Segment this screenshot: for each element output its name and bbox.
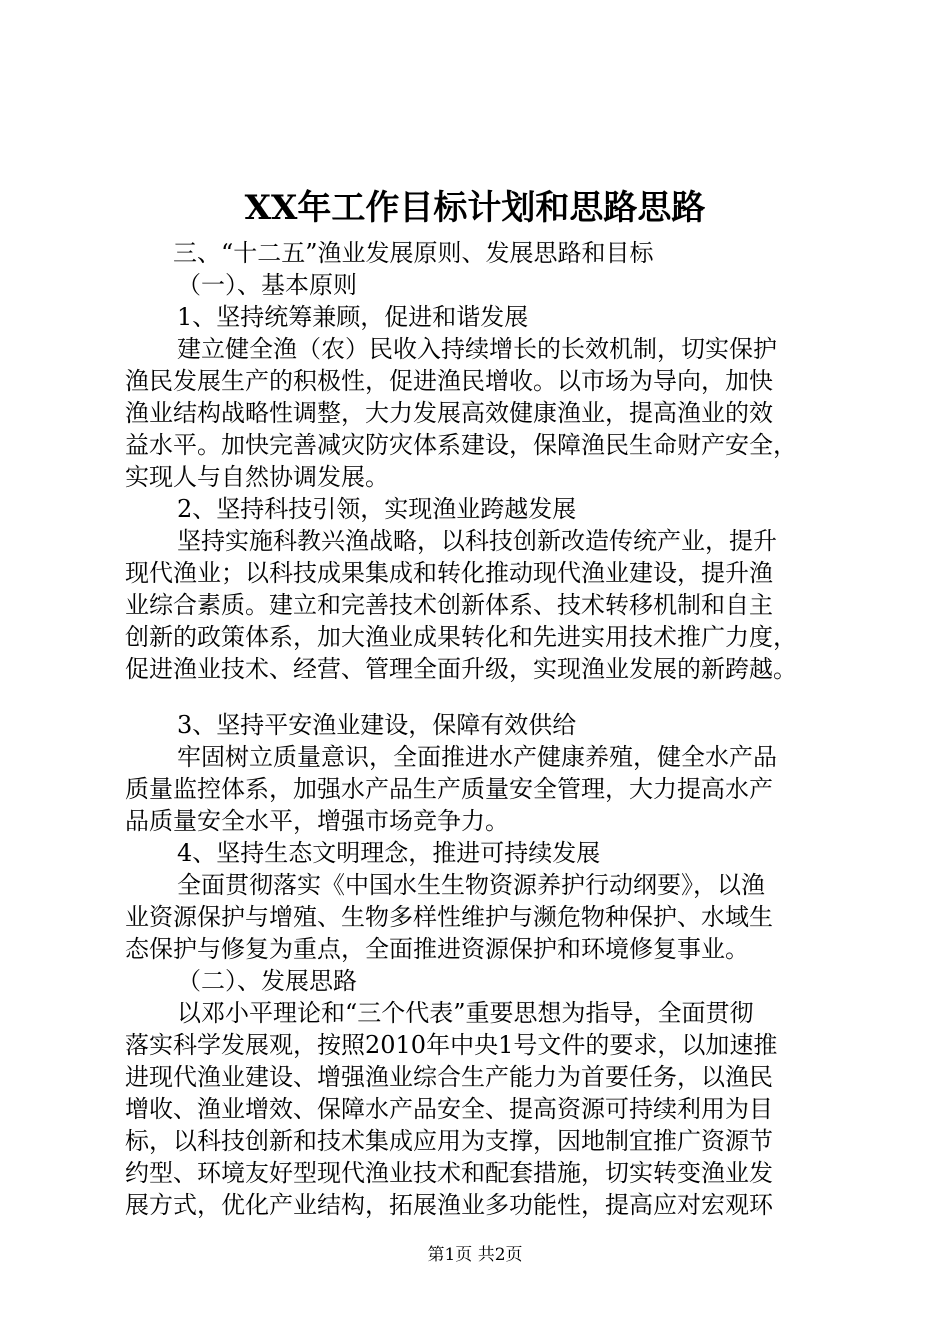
principle-heading: 1、坚持统筹兼顾，促进和谐发展 xyxy=(177,303,529,331)
paragraph-line: 现代渔业；以科技成果集成和转化推动现代渔业建设，提升渔 xyxy=(125,559,773,587)
paragraph-line: 展方式，优化产业结构，拓展渔业多功能性，提高应对宏观环 xyxy=(125,1191,773,1219)
paragraph-line: 约型、环境友好型现代渔业技术和配套措施，切实转变渔业发 xyxy=(125,1159,773,1187)
paragraph-line: 促进渔业技术、经营、管理全面升级，实现渔业发展的新跨越。 xyxy=(125,655,797,683)
paragraph-line: 业资源保护与增殖、生物多样性维护与濒危物种保护、水域生 xyxy=(125,903,773,931)
paragraph-line: 渔民发展生产的积极性，促进渔民增收。以市场为导向，加快 xyxy=(125,367,773,395)
paragraph-line: 牢固树立质量意识，全面推进水产健康养殖，健全水产品 xyxy=(177,743,777,771)
subsection-heading: （二）、发展思路 xyxy=(177,967,357,995)
paragraph-line: 标，以科技创新和技术集成应用为支撑，因地制宜推广资源节 xyxy=(125,1127,773,1155)
subsection-heading: （一）、基本原则 xyxy=(177,271,357,299)
paragraph-line: 全面贯彻落实《中国水生生物资源养护行动纲要》，以渔 xyxy=(177,871,765,899)
paragraph-line: 增收、渔业增效、保障水产品安全、提高资源可持续利用为目 xyxy=(125,1095,773,1123)
principle-heading: 4、坚持生态文明理念，推进可持续发展 xyxy=(177,839,601,867)
document-title: XX年工作目标计划和思路思路 xyxy=(244,188,706,228)
paragraph-line: 落实科学发展观，按照2010年中央1号文件的要求，以加速推 xyxy=(125,1031,778,1059)
paragraph-line: 进现代渔业建设、增强渔业综合生产能力为首要任务，以渔民 xyxy=(125,1063,773,1091)
paragraph-line: 坚持实施科教兴渔战略，以科技创新改造传统产业，提升 xyxy=(177,527,777,555)
paragraph-line: 实现人与自然协调发展。 xyxy=(125,463,389,491)
paragraph-line: 质量监控体系，加强水产品生产质量安全管理，大力提高水产 xyxy=(125,775,773,803)
section-heading: 三、“十二五”渔业发展原则、发展思路和目标 xyxy=(173,239,654,267)
paragraph-line: 建立健全渔（农）民收入持续增长的长效机制，切实保护 xyxy=(177,335,777,363)
paragraph-line: 品质量安全水平，增强市场竞争力。 xyxy=(125,807,509,835)
paragraph-line: 以邓小平理论和“三个代表”重要思想为指导，全面贯彻 xyxy=(177,999,754,1027)
paragraph-line: 态保护与修复为重点，全面推进资源保护和环境修复事业。 xyxy=(125,935,749,963)
principle-heading: 2、坚持科技引领，实现渔业跨越发展 xyxy=(177,495,577,523)
blank-line xyxy=(125,685,835,709)
paragraph-line: 益水平。加快完善减灾防灾体系建设，保障渔民生命财产安全， xyxy=(125,431,797,459)
paragraph-line: 渔业结构战略性调整，大力发展高效健康渔业，提高渔业的效 xyxy=(125,399,773,427)
document-body xyxy=(125,237,835,1221)
page-footer: 第1页 共2页 xyxy=(427,1245,523,1265)
paragraph-line: 业综合素质。建立和完善技术创新体系、技术转移机制和自主 xyxy=(125,591,773,619)
paragraph-line: 创新的政策体系，加大渔业成果转化和先进实用技术推广力度， xyxy=(125,623,797,651)
principle-heading: 3、坚持平安渔业建设，保障有效供给 xyxy=(177,711,577,739)
